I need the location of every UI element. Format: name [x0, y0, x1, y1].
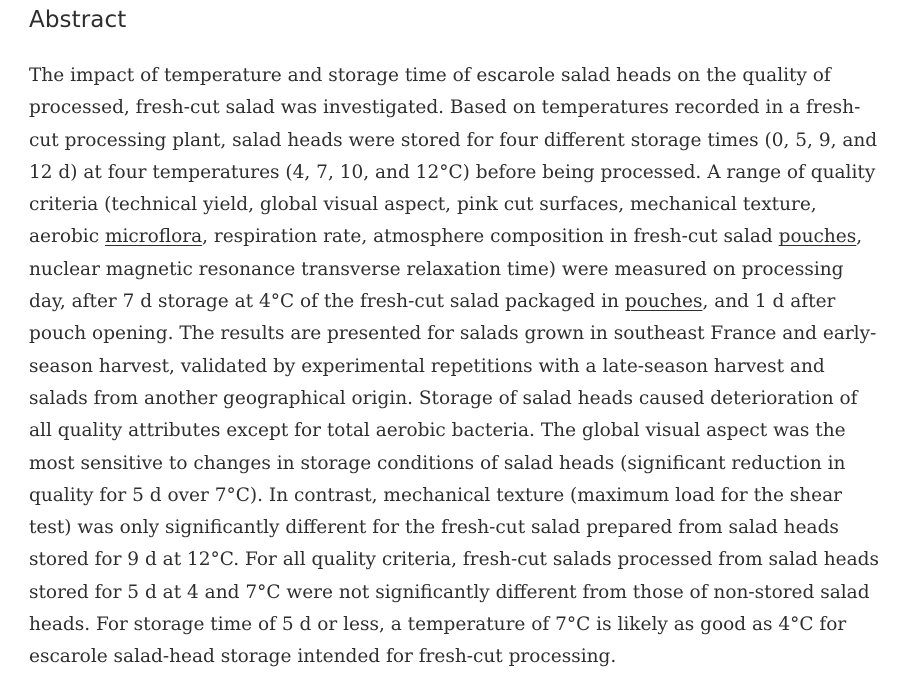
abstract-text: season harvest, validated by experimental repetitions with a late-season harvest and — [29, 355, 825, 377]
term-link-pouches[interactable]: pouches — [624, 291, 703, 313]
abstract-text: processed, fresh-cut salad was investigated. Based on temperatures recorded in a fresh- — [29, 97, 861, 119]
abstract-text: criteria (technical yield, global visual aspect, pink cut surfaces, mechanical texture, — [29, 194, 817, 216]
abstract-line — [29, 221, 899, 253]
abstract-text: , respiration rate, atmosphere composition in fresh-cut salad — [202, 226, 779, 248]
abstract-text: The impact of temperature and storage time of escarole salad heads on the quality of — [29, 65, 831, 86]
abstract-text: 12 d) at four temperatures (4, 7, 10, and 12°C) before being processed. A range of quality — [29, 161, 876, 183]
abstract-line — [29, 254, 899, 286]
abstract-text: test) was only significantly different for the fresh-cut salad prepared from salad heads — [29, 517, 839, 539]
abstract-line — [29, 448, 899, 480]
abstract-line — [29, 318, 899, 350]
abstract-text: , and 1 d after — [702, 291, 836, 313]
abstract-line — [29, 286, 899, 318]
abstract-text: , — [856, 226, 863, 248]
abstract-text: pouch opening. The results are presented for salads grown in southeast France and early- — [29, 323, 877, 345]
abstract-text: all quality attributes except for total aerobic bacteria. The global visual aspect was the — [29, 420, 846, 442]
abstract-text: salads from another geographical origin. Storage of salad heads caused deterioration of — [29, 387, 858, 409]
abstract-line — [29, 577, 899, 609]
term-link-pouches[interactable]: pouches — [778, 226, 857, 248]
abstract-text: stored for 9 d at 12°C. For all quality criteria, fresh-cut salads processed from salad heads — [29, 549, 879, 571]
abstract-text: day, after 7 d storage at 4°C of the fresh-cut salad packaged in — [29, 291, 625, 313]
abstract-line — [29, 383, 899, 415]
abstract-body — [29, 60, 899, 674]
abstract-line — [29, 641, 899, 673]
abstract-text: quality for 5 d over 7°C). In contrast, mechanical texture (maximum load for the shear — [29, 484, 842, 506]
abstract-text: heads. For storage time of 5 d or less, a temperature of 7°C is likely as good as 4°C for — [29, 614, 847, 636]
abstract-text: most sensitive to changes in storage conditions of salad heads (significant reduction in — [29, 452, 846, 474]
abstract-line — [29, 189, 899, 221]
abstract-line — [29, 60, 899, 92]
abstract-heading: Abstract — [29, 7, 127, 33]
abstract-line — [29, 415, 899, 447]
abstract-line — [29, 512, 899, 544]
abstract-line — [29, 544, 899, 576]
abstract-line — [29, 125, 899, 157]
abstract-text: nuclear magnetic resonance transverse relaxation time) were measured on processing — [29, 258, 844, 280]
abstract-text: escarole salad-head storage intended for fresh-cut processing. — [29, 646, 617, 668]
abstract-line — [29, 609, 899, 641]
term-link-microflora[interactable]: microflora — [104, 226, 203, 248]
abstract-text: stored for 5 d at 4 and 7°C were not significantly different from those of non-stored salad — [29, 581, 870, 603]
abstract-text: cut processing plant, salad heads were stored for four different storage times (0, 5, 9, and — [29, 129, 878, 151]
abstract-line — [29, 92, 899, 124]
abstract-line — [29, 480, 899, 512]
abstract-text: aerobic — [29, 226, 105, 248]
abstract-line — [29, 351, 899, 383]
abstract-line — [29, 157, 899, 189]
